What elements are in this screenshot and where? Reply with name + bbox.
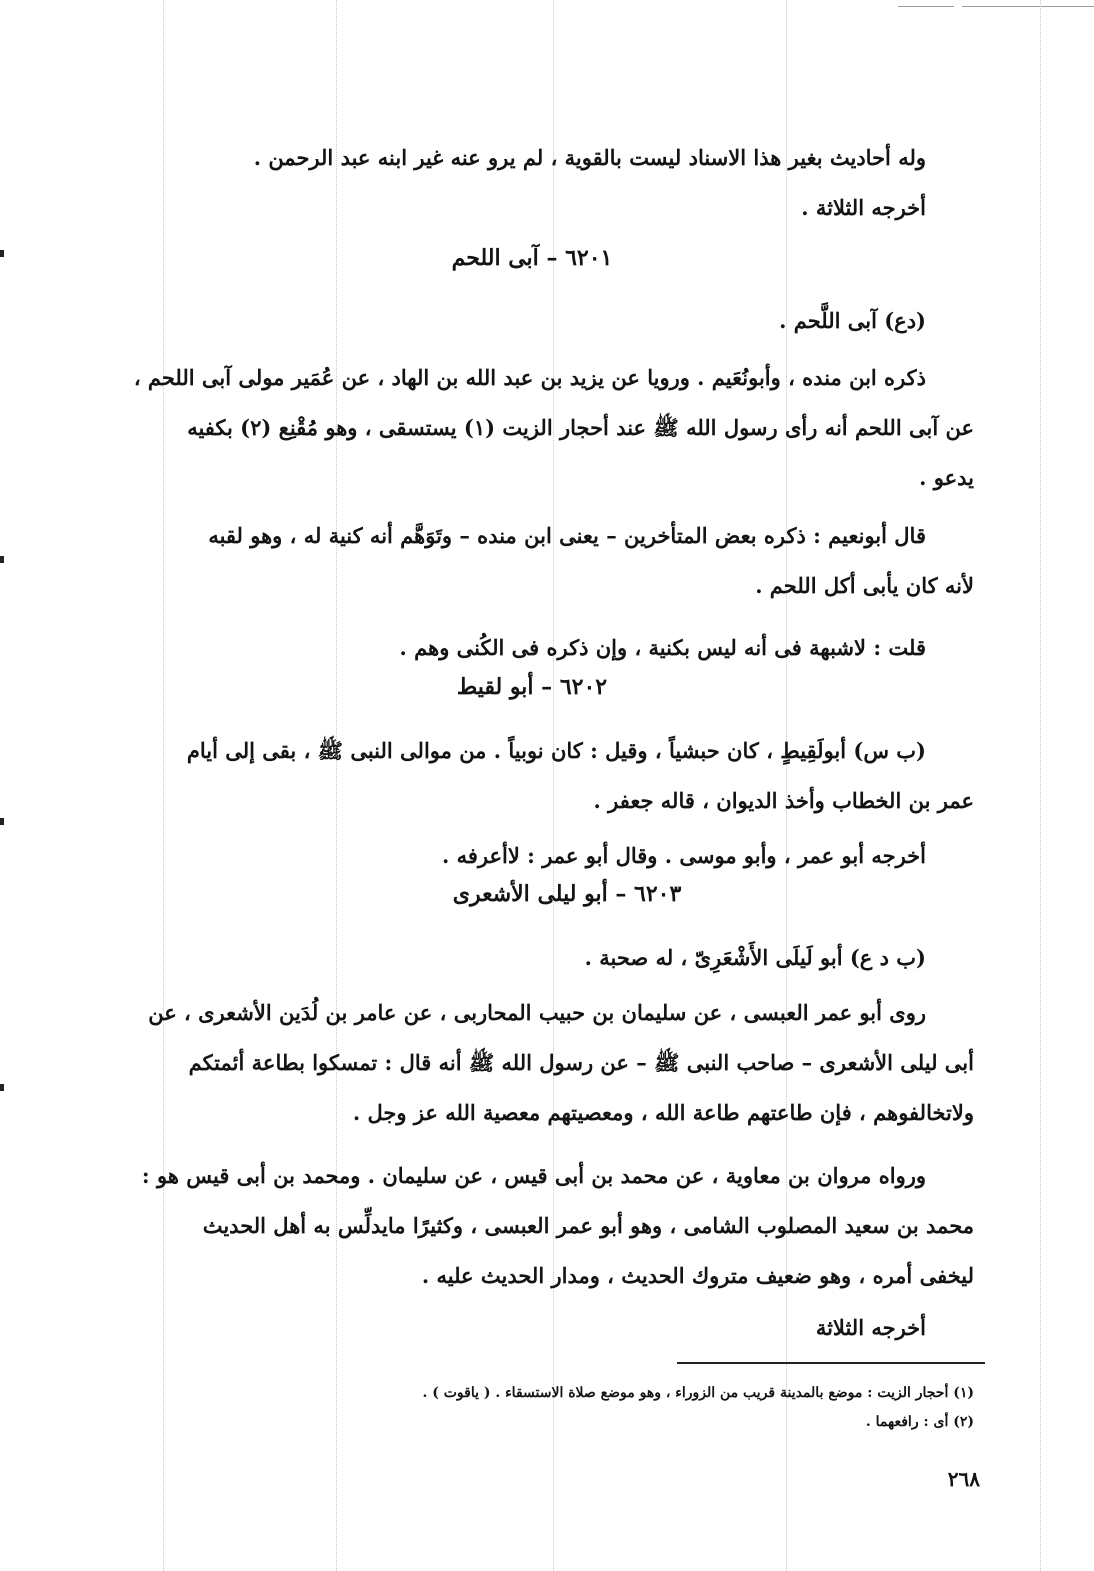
scan-margin-mark <box>0 1084 4 1091</box>
text-line: أخرجه الثلاثة <box>815 1315 926 1340</box>
text-line: أبى ليلى الأشعرى – صاحب النبى ﷺ – عن رسول الله ﷺ أنه قال : تمسكوا بطاعة أئمتكم <box>188 1050 974 1075</box>
text-line: (دع) آبى اللَّحم . <box>779 308 926 333</box>
text-line: قال أبونعيم : ذكره بعض المتأخرين – يعنى ابن منده – وتَوَهَّم أنه كنية له ، وهو لقبه <box>208 523 926 548</box>
text-line: أخرجه الثلاثة . <box>801 195 926 220</box>
footnote-2: (٢) أى : رافعهما . <box>865 1414 974 1430</box>
text-line: عمر بن الخطاب وأخذ الديوان ، قاله جعفر . <box>593 788 974 813</box>
text-line: ليخفى أمره ، وهو ضعيف متروك الحديث ، ومدار الحديث عليه . <box>421 1263 974 1288</box>
entry-heading-6203: ٦٢٠٣ – أبو ليلى الأشعرى <box>452 881 682 907</box>
scan-dotted-guide <box>1040 0 1041 1571</box>
text-line: قلت : لاشبهة فى أنه ليس بكنية ، وإن ذكره فى الكُنى وهم . <box>399 635 926 660</box>
text-line: يدعو . <box>919 465 974 490</box>
scan-dotted-guide <box>553 0 554 1571</box>
text-line: أخرجه أبو عمر ، وأبو موسى . وقال أبو عمر : لاأعرفه . <box>441 843 926 868</box>
text-line: ورواه مروان بن معاوية ، عن محمد بن أبى قيس ، عن سليمان . ومحمد بن أبى قيس هو : <box>141 1163 926 1188</box>
page-number: ٢٦٨ <box>947 1467 980 1491</box>
scan-edge-line <box>962 6 1094 7</box>
text-line: وله أحاديث بغير هذا الاسناد ليست بالقوية ، لم يرو عنه غير ابنه عبد الرحمن . <box>253 145 926 170</box>
text-line: محمد بن سعيد المصلوب الشامى ، وهو أبو عمر العبسى ، وكثيرًا مايدلِّس به أهل الحديث <box>202 1213 974 1238</box>
text-line: ولاتخالفوهم ، فإن طاعتهم طاعة الله ، ومعصيتهم معصية الله عز وجل . <box>352 1100 974 1125</box>
text-line: لأنه كان يأبى أكل اللحم . <box>755 573 974 598</box>
entry-heading-6201: ٦٢٠١ – آبى اللحم <box>451 245 613 271</box>
footnote-divider <box>677 1362 985 1364</box>
text-line: ذكره ابن منده ، وأبونُعَيم . ورويا عن يزيد بن عبد الله بن الهاد ، عن عُمَير مولى آبى اللحم ، <box>133 365 926 390</box>
entry-heading-6202: ٦٢٠٢ – أبو لقيط <box>456 674 608 700</box>
text-line: (ب د ع) أبو لَيلَى الأَشْعَرِىّ ، له صحبة . <box>584 945 926 970</box>
text-line: عن آبى اللحم أنه رأى رسول الله ﷺ عند أحجار الزيت (١) يستسقى ، وهو مُقْنِع (٢) بكفيه <box>187 415 974 440</box>
text-line: روى أبو عمر العبسى ، عن سليمان بن حبيب المحاربى ، عن عامر بن لُدَين الأشعرى ، عن <box>148 1000 926 1025</box>
scan-dotted-guide <box>336 0 337 1571</box>
text-line: (ب س) أبولَقِيطٍ ، كان حبشياً ، وقيل : كان نوبياً . من موالى النبى ﷺ ، بقى إلى أيام <box>186 738 926 763</box>
scan-edge-line <box>898 6 954 7</box>
scan-margin-mark <box>0 818 4 825</box>
footnote-1: (١) أحجار الزيت : موضع بالمدينة قريب من الزوراء ، وهو موضع صلاة الاستسقاء . ( ياقوت ) . <box>422 1385 974 1401</box>
scan-dotted-guide <box>163 0 164 1571</box>
scan-margin-mark <box>0 556 4 563</box>
